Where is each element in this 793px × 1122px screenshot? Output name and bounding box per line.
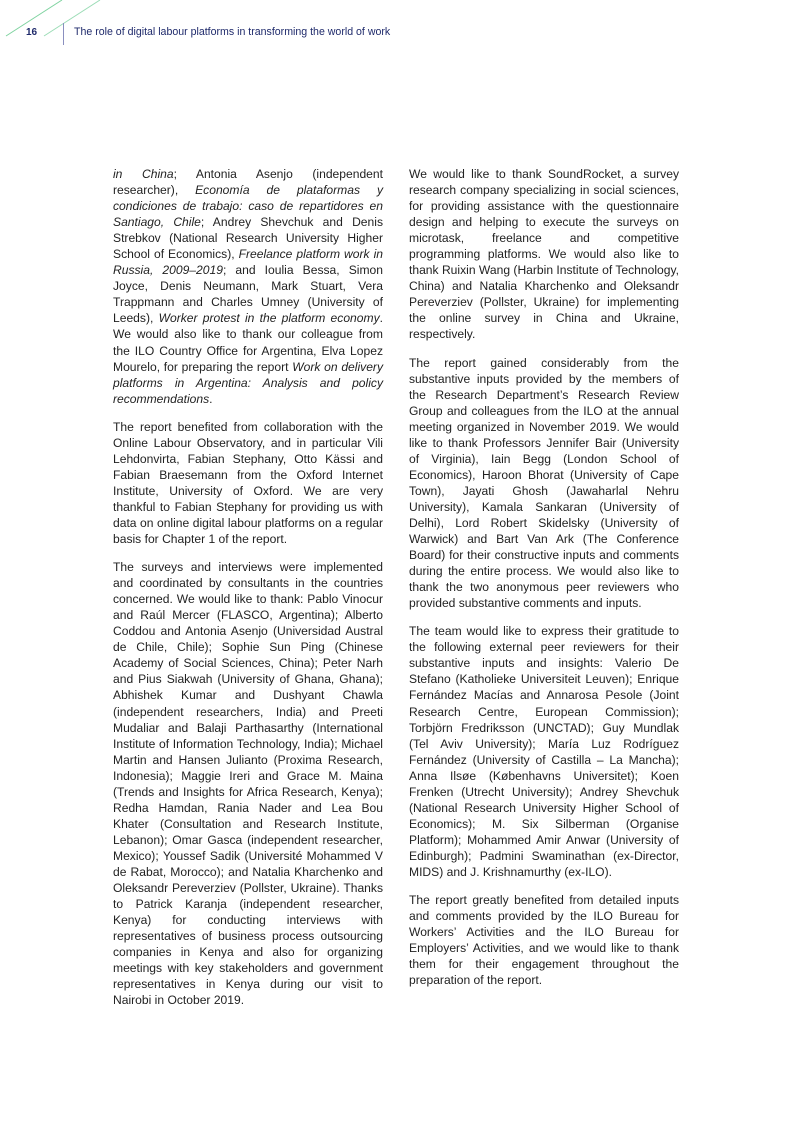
right-column [409, 166, 679, 1000]
paragraph: The surveys and interviews were implemented and coordinated by consultants in the countries concerned. We would like to thank: Pablo Vinocur and Raúl Mercer (FLASCO, Argentina); Alberto Coddou and Antonia Asenjo (Universidad Austral de Chile, Chile); Sophie Sun Ping (Chinese Academy of Social Sciences, China); Peter Narh and Pius Siakwah (University of Ghana, Ghana); Abhishek Kumar and Dushyant Chawla (independent researchers, India) and Preeti Mudaliar and Balaji Parthasarthy (International Institute of Information Technology, India); Michael Martin and Hansen Julianto (Proxima Research, Indonesia); Maggie Ireri and Grace M. Maina (Trends and Insights for Africa Research, Kenya); Redha Hamdan, Rania Nader and Lea Bou Khater (Consultation and Research Institute, Lebanon); Omar Gasca (independent researcher, Mexico); Youssef Sadik (Université Mohammed V de Rabat, Morocco); and Natalia Kharchenko and Oleksandr Pereverziev (Pollster, Ukraine). Thanks to Patrick Karanja (independent researcher, Kenya) for conducting interviews with representatives of business process outsourcing companies in Kenya and also for organizing meetings with key stakeholders and government representatives in Kenya during our visit to Nairobi in October 2019. [113, 560, 383, 1008]
left-column [113, 166, 383, 1020]
italic-title-run: Worker protest in the platform economy [158, 311, 380, 326]
header-divider [63, 23, 64, 45]
text-run: ; Antonia Asenjo (independent researcher), [113, 167, 383, 198]
paragraph: The report gained considerably from the substantive inputs provided by the members of the Research Department’s Research Review Group and colleagues from the ILO at the annual meeting organized in November 2019. We would like to thank Professors Jennifer Bair (University of Virginia), Iain Begg (London School of Economics), Haroon Bhorat (University of Cape Town), Jayati Ghosh (Jawaharlal Nehru University), Kamala Sankaran (University of Delhi), Lord Robert Skidelsky (University of Warwick) and Bart Van Ark (The Conference Board) for their constructive inputs and comments during the entire process. We would also like to thank the two anonymous peer reviewers who provided substantive comments and inputs. [409, 355, 679, 611]
paragraph: We would like to thank SoundRocket, a survey research company specializing in social sciences, for providing assistance with the questionnaire design and helping to execute the surveys on microtask, freelance and competitive programming platforms. We would also like to thank Ruixin Wang (Harbin Institute of Technology, China) and Natalia Kharchenko and Oleksandr Pereverziev (Pollster, Ukraine) for implementing the online survey in China and Ukraine, respectively. [409, 167, 680, 342]
italic-title-run: in China [113, 167, 174, 181]
paragraph: The team would like to express their gratitude to the following external peer reviewers for their substantive inputs and insights: Valerio De Stefano (Katholieke Universiteit Leuven); Enrique Fernández Macías and Annarosa Pesole (Joint Research Centre, European Commission); Torbjörn Fredriksson (UNCTAD); Guy Mundlak (Tel Aviv University); María Luz Rodríguez Fernández (University of Castilla – La Mancha); Anna Ilsøe (Københavns Universitet); Koen Frenken (Utrecht University); Andrey Shevchuk (National Research University Higher School of Economics); M. Six Silberman (Organise Platform); Mohammed Amir Anwar (University of Edinburgh); Padmini Swaminathan (ex-Director, MIDS) and J. Krishnamurthy (ex-ILO). [409, 624, 679, 879]
paragraph [113, 166, 383, 407]
paragraph: The report benefited from collaboration with the Online Labour Observatory, and in particular Vili Lehdonvirta, Fabian Stephany, Otto Kässi and Fabian Braesemann from the Oxford Internet Institute, University of Oxford. We are very thankful to Fabian Stephany for providing us with data on online digital labour platforms on a regular basis for Chapter 1 of the report. [113, 419, 383, 547]
running-title: The role of digital labour platforms in transforming the world of work [74, 26, 391, 38]
text-run: . We would also like to thank our colleague from the ILO Country Office for Argentina, Elva Lopez Mourelo, for preparing the report [113, 311, 383, 374]
italic-title-run: Work on delivery platforms in Argentina: Analysis and policy recommendations [113, 359, 383, 406]
text-run: . [209, 391, 213, 406]
text-run: ; and Ioulia Bessa, Simon Joyce, Denis Neumann, Mark Stuart, Vera Trappmann and Charles Umney (University of Leeds), [113, 263, 383, 326]
page-number: 16 [26, 27, 38, 38]
paragraph: The report greatly benefited from detailed inputs and comments provided by the ILO Bureau for Workers’ Activities and the ILO Bureau for Employers’ Activities, and we would like to thank them for their engagement throughout the preparation of the report. [409, 893, 679, 988]
italic-title-run: Economía de plataformas y condiciones de trabajo: caso de repartidores en Santiago, Chile [113, 183, 383, 230]
italic-title-run: Freelance platform work in Russia, 2009–2019 [113, 247, 383, 278]
text-run: ; Andrey Shevchuk and Denis Strebkov (National Research University Higher School of Economics), [113, 215, 383, 262]
